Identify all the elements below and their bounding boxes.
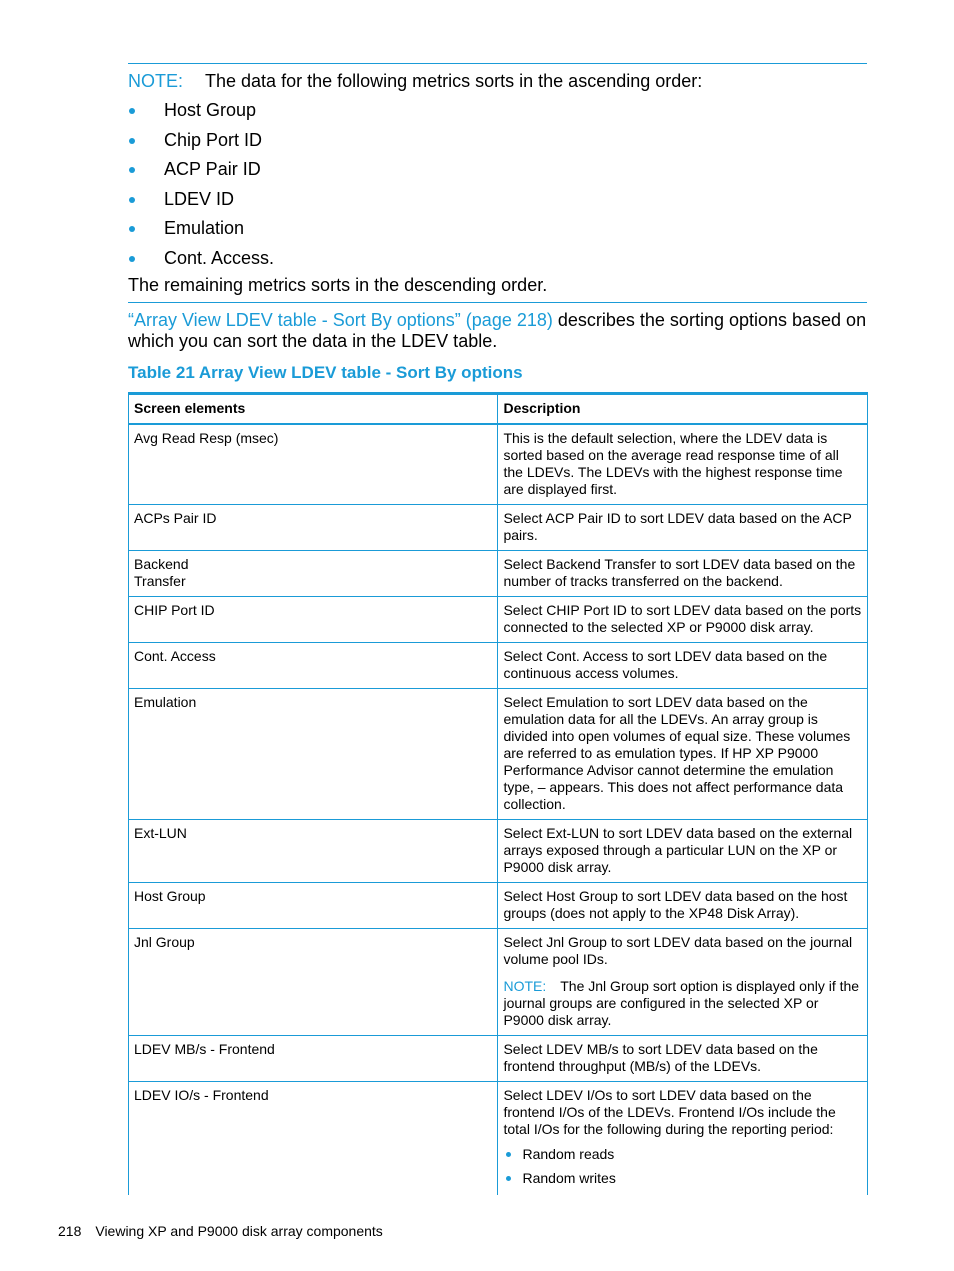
list-item: Cont. Access. (128, 246, 274, 276)
description-cell (498, 505, 868, 551)
page-footer (58, 1222, 383, 1240)
page-number: 218 (58, 1223, 82, 1239)
table-row (129, 929, 868, 1036)
intro-text: describes the sorting options based on which you can sort the data in the LDEV table. (128, 310, 867, 351)
description-cell (498, 551, 868, 597)
note-paragraph (128, 70, 702, 92)
table-row (129, 1082, 868, 1196)
list-item: ACP Pair ID (128, 157, 274, 187)
description-cell (498, 597, 868, 643)
table-row (129, 820, 868, 883)
table-title: Table 21 Array View LDEV table - Sort By options (128, 363, 523, 382)
description-text: Select LDEV MB/s to sort LDEV data based on the frontend throughput (MB/s) of the LDEVs. (503, 1041, 818, 1074)
screen-element-cell: LDEV IO/s - Frontend (129, 1082, 498, 1196)
screen-element-cell: Cont. Access (129, 643, 498, 689)
description-cell (498, 424, 868, 505)
description-text: Select Jnl Group to sort LDEV data based on the journal volume pool IDs. (503, 934, 853, 967)
description-text: Select ACP Pair ID to sort LDEV data based on the ACP pairs. (503, 510, 852, 543)
list-item: Host Group (128, 98, 274, 128)
screen-element-cell: Jnl Group (129, 929, 498, 1036)
description-text: Select CHIP Port ID to sort LDEV data based on the ports connected to the selected XP or P9000 disk array. (503, 602, 862, 635)
sort-options-table (128, 392, 868, 1195)
bullet-icon (506, 1176, 511, 1181)
table-row (129, 424, 868, 505)
note-label: NOTE: (128, 71, 184, 91)
table-header-row (129, 394, 868, 425)
table-row (129, 643, 868, 689)
column-header: Screen elements (129, 394, 498, 425)
description-text: Select LDEV I/Os to sort LDEV data based on the frontend I/Os of the LDEVs. Frontend I/Os include the total I/Os for the following during the reporting period: (503, 1087, 836, 1137)
bullet-icon (506, 1152, 511, 1157)
remaining-metrics-text: The remaining metrics sorts in the descending order. (128, 275, 548, 295)
screen-element-cell: Host Group (129, 883, 498, 929)
description-cell (498, 689, 868, 820)
note-bottom-rule (128, 302, 867, 303)
description-text: This is the default selection, where the LDEV data is sorted based on the average read response time of all the LDEVs. The LDEVs with the highest response time are displayed first. (503, 430, 843, 497)
description-cell (498, 820, 868, 883)
list-item: LDEV ID (128, 187, 274, 217)
footer-section-title: Viewing XP and P9000 disk array components (95, 1223, 383, 1239)
bullet-icon (129, 226, 135, 232)
description-text: Select Backend Transfer to sort LDEV data based on the number of tracks transferred on the backend. (503, 556, 856, 589)
list-item: Random reads (503, 1146, 862, 1170)
note-text: The data for the following metrics sorts in the ascending order: (205, 71, 703, 91)
screen-element-cell: Emulation (129, 689, 498, 820)
table-row (129, 883, 868, 929)
screen-element-cell: CHIP Port ID (129, 597, 498, 643)
bullet-icon (129, 256, 135, 262)
table-cross-reference-link[interactable]: “Array View LDEV table - Sort By options” (page 218) (128, 310, 553, 330)
bullet-icon (129, 167, 135, 173)
description-cell (498, 1036, 868, 1082)
table-row (129, 689, 868, 820)
inline-note (503, 978, 862, 1029)
list-item: Random writes (503, 1170, 862, 1194)
bullet-icon (129, 138, 135, 144)
description-cell (498, 883, 868, 929)
inline-note-label: NOTE: (503, 978, 547, 994)
bullet-icon (129, 197, 135, 203)
table-row (129, 597, 868, 643)
bullet-icon (129, 108, 135, 114)
list-item: Emulation (128, 216, 274, 246)
screen-element-cell: Avg Read Resp (msec) (129, 424, 498, 505)
screen-element-cell: LDEV MB/s - Frontend (129, 1036, 498, 1082)
description-text: Select Host Group to sort LDEV data based on the host groups (does not apply to the XP48 Disk Array). (503, 888, 848, 921)
description-bullet-list (503, 1146, 862, 1194)
note-top-rule (128, 63, 867, 64)
description-cell (498, 1082, 868, 1196)
ascending-metrics-list (128, 98, 274, 275)
screen-element-cell: Ext-LUN (129, 820, 498, 883)
table-row (129, 505, 868, 551)
screen-element-cell: ACPs Pair ID (129, 505, 498, 551)
list-item: Chip Port ID (128, 128, 274, 158)
description-text: Select Emulation to sort LDEV data based on the emulation data for all the LDEVs. An array group is divided into open volumes of equal size. These volumes are referred to as emulation types. If HP XP P9000 Performance Advisor cannot determine the emulation type, – appears. This does not affect performance data collection. (503, 694, 851, 812)
description-cell (498, 929, 868, 1036)
description-text: Select Ext-LUN to sort LDEV data based on the external arrays exposed through a particular LUN on the XP or P9000 disk array. (503, 825, 853, 875)
table-row (129, 1036, 868, 1082)
screen-element-cell: Backend Transfer (129, 551, 498, 597)
description-text: Select Cont. Access to sort LDEV data based on the continuous access volumes. (503, 648, 828, 681)
inline-note-text: The Jnl Group sort option is displayed only if the journal groups are configured in the selected XP or P9000 disk array. (503, 978, 860, 1028)
table-row (129, 551, 868, 597)
intro-paragraph (128, 310, 868, 352)
column-header: Description (498, 394, 868, 425)
description-cell (498, 643, 868, 689)
